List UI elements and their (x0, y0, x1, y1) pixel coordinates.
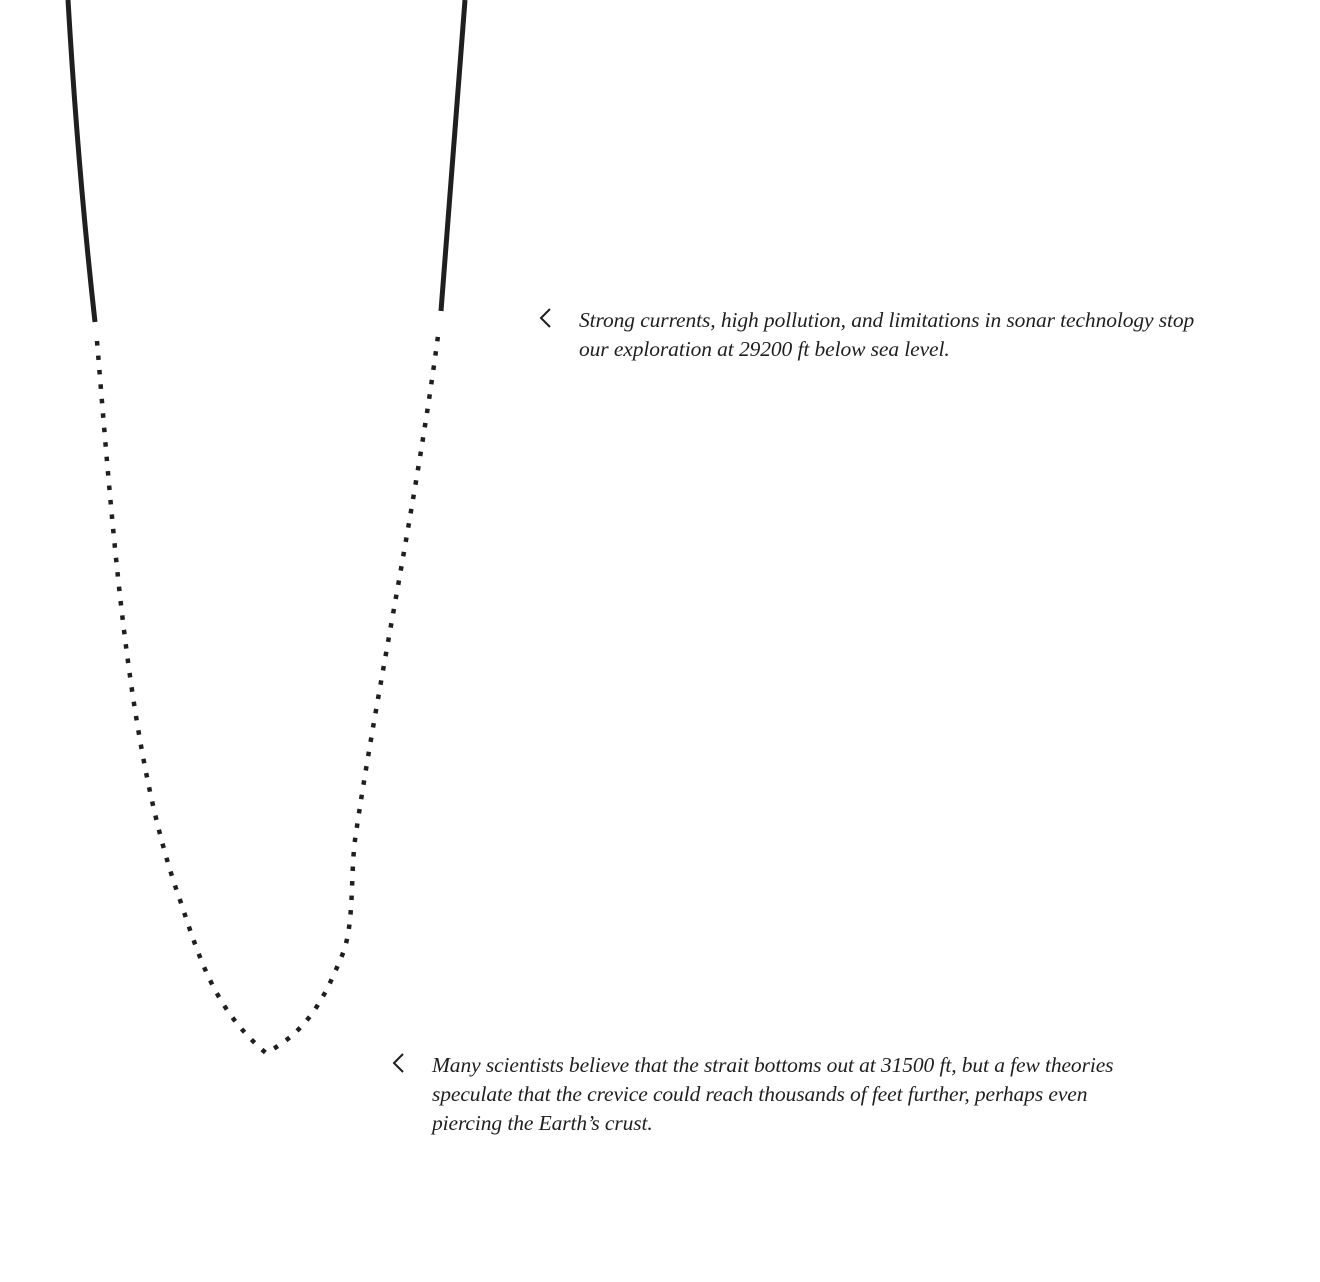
annotation-theorized-bottom-text: Many scientists believe that the strait bottoms out at 31500 ft, but a few theories speculate that the crevice could reach thousands of feet further, perhaps even piercing the Earth’s crust. (432, 1053, 1114, 1135)
annotation-explored-limit (537, 306, 1237, 364)
chevron-left-icon (390, 1051, 408, 1075)
trench-right-wall-explored (441, 0, 465, 311)
annotation-theorized-bottom (390, 1051, 1170, 1138)
trench-theorized-bottom-dotted (97, 336, 438, 1053)
annotation-explored-limit-text: Strong currents, high pollution, and limitations in sonar technology stop our exploration at 29200 ft below sea level. (579, 308, 1195, 361)
trench-left-wall-explored (68, 0, 95, 322)
chevron-left-icon (537, 306, 555, 330)
